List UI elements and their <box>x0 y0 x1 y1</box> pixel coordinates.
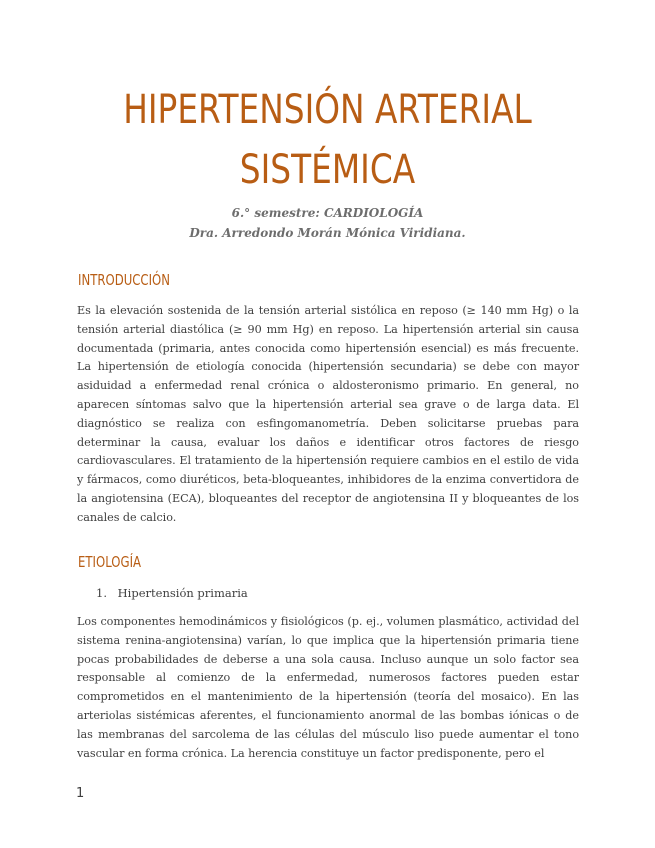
list-item-hipertension-primaria <box>96 584 248 602</box>
page-number: 1 <box>76 786 85 801</box>
list-item-number: 1. <box>96 586 107 600</box>
author-subtitle: Dra. Arredondo Morán Mónica Viridiana. <box>189 226 466 240</box>
etiologia-paragraph: Los componentes hemodinámicos y fisiológicos (p. ej., volumen plasmático, actividad del sistema renina-angiotensina) varían, lo que implica que la hipertensión primaria tiene pocas probabilidades de deberse a una sola causa. Incluso aunque un solo factor sea responsable al comienzo de la enfermedad, numerosos factores pueden estar comprometidos en el mantenimiento de la hipertensión (teoría del mosaico). En las arteriolas sistémicas aferentes, el funcionamiento anormal de las bombas iónicas o de las membranas del sarcolema de las células del músculo liso puede aumentar el tono vascular en forma crónica. La herencia constituye un factor predisponente, pero el <box>77 615 579 760</box>
section-heading-etiologia: ETIOLOGÍA <box>78 553 142 571</box>
title-line-2: SISTÉMICA <box>239 147 416 193</box>
introduccion-paragraph: Es la elevación sostenida de la tensión arterial sistólica en reposo (≥ 140 mm Hg) o la tensión arterial diastólica (≥ 90 mm Hg) en reposo. La hipertensión arterial sin causa documentada (primaria, antes conocida como hipertensión esencial) es más frecuente. La hipertensión de etiología conocida (hipertensión secundaria) se debe con mayor asiduidad a enfermedad renal crónica o aldosteronismo primario. En general, no aparecen síntomas salvo que la hipertensión arterial sea grave o de larga data. El diagnóstico se realiza con esfingomanometría. Deben solicitarse pruebas para determinar la causa, evaluar los daños e identificar otros factores de riesgo cardiovasculares. El tratamiento de la hipertensión requiere cambios en el estilo de vida y fármacos, como diuréticos, beta-bloqueantes, inhibidores de la enzima convertidora de la angiotensina (ECA), bloqueantes del receptor de angiotensina II y bloqueantes de los canales de calcio. <box>77 304 579 524</box>
list-item-label: Hipertensión primaria <box>117 586 248 600</box>
title-line-1: HIPERTENSIÓN ARTERIAL <box>123 87 532 133</box>
course-subtitle: 6.° semestre: CARDIOLOGÍA <box>231 206 424 220</box>
section-heading-introduccion: INTRODUCCIÓN <box>78 271 171 289</box>
document-title <box>92 80 564 200</box>
